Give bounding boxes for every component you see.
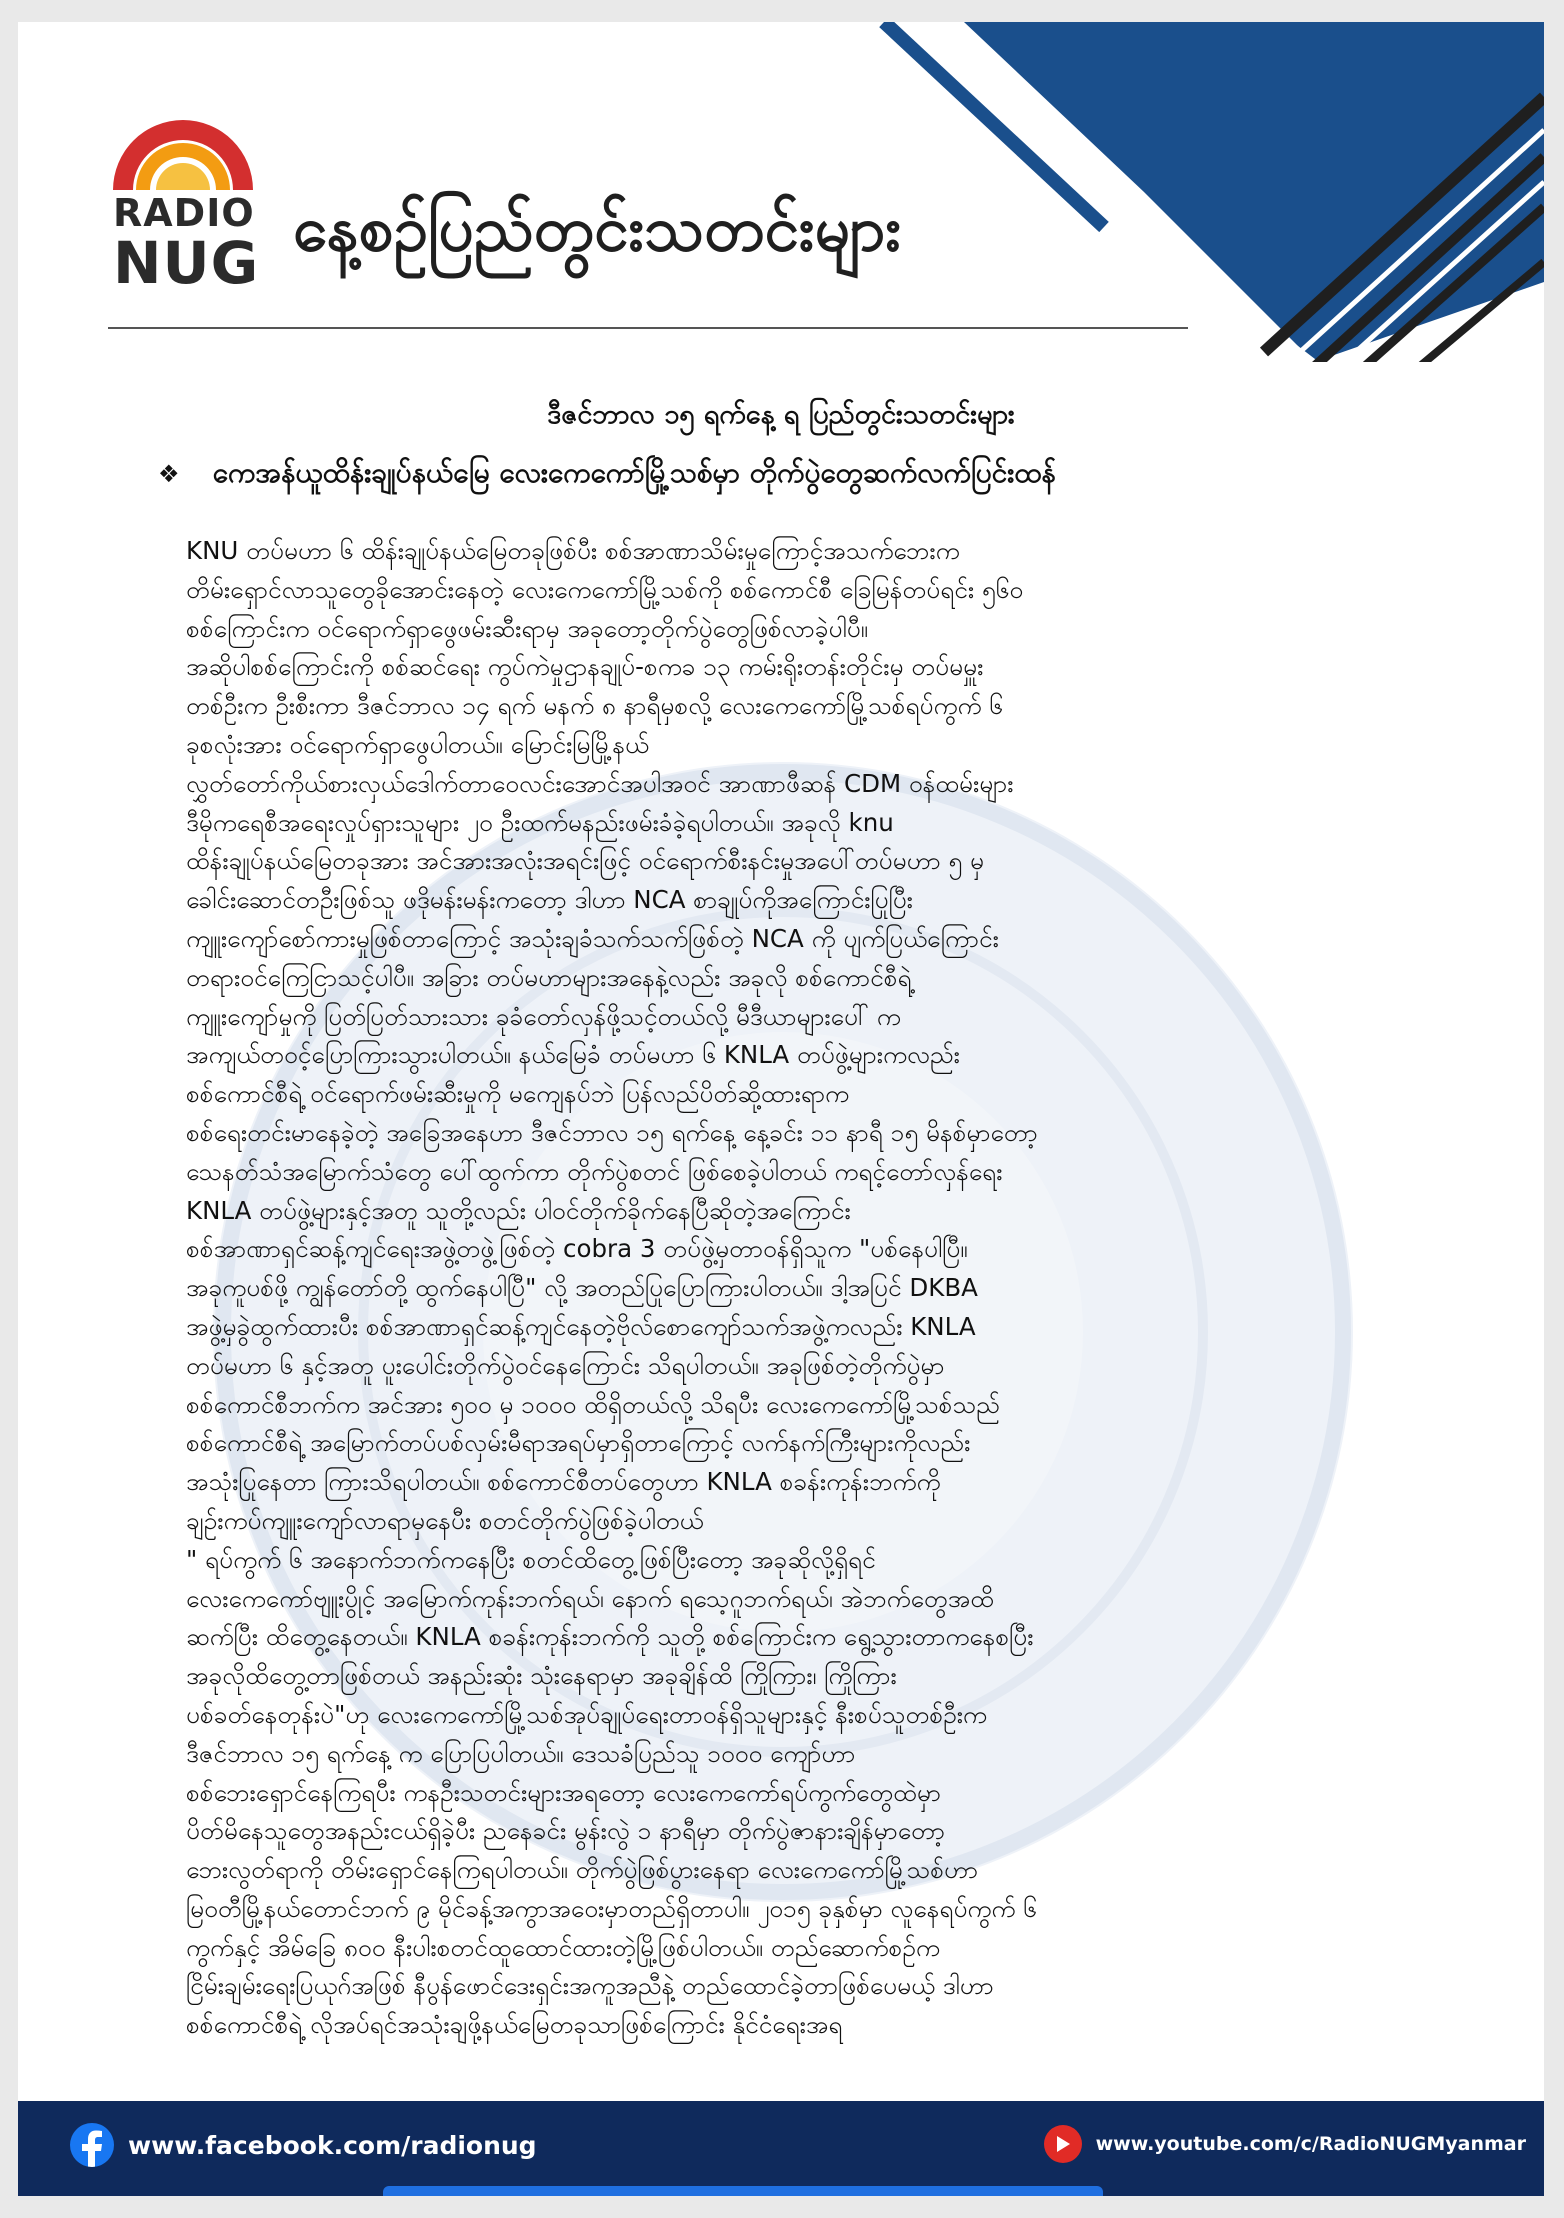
article-line: စစ်ကြောင်းက ဝင်ရောက်ရှာဖွေဖမ်းဆီးရာမှ အခုတော့တိုက်ပွဲတွေဖြစ်လာခဲ့ပါပီ။ [186, 613, 869, 643]
article-line: အကျယ်တဝင့်ပြောကြားသွားပါတယ်။ နယ်မြေခံ တပ်မဟာ ၆ KNLA တပ်ဖွဲ့များကလည်း [186, 1040, 960, 1070]
facebook-link[interactable] [70, 2123, 537, 2167]
article-line: သေနတ်သံအမြောက်သံတွေ ပေါ်ထွက်ကာ တိုက်ပွဲစတင် ဖြစ်စေခဲ့ပါတယ် ကရင့်တော်လှန်ရေး [186, 1156, 1003, 1186]
article-line: အခုကူပစ်ဖို့ ကျွန်တော်တို့ ထွက်နေပါပြီ" လို့ အတည်ပြုပြောကြားပါတယ်။ ဒါ့အပြင် DKBA [186, 1273, 978, 1303]
article-line: KNLA တပ်ဖွဲ့များနှင့်အတူ သူတို့လည်း ပါဝင်တိုက်ခိုက်နေပြီဆိုတဲ့အကြောင်း [186, 1195, 851, 1225]
youtube-play-icon [1044, 2125, 1082, 2163]
article-line: လေးကေကော်ဗျူးပွိုင့် အမြောက်ကုန်းဘက်ရယ်၊ နောက် ရသေ့ဂူဘက်ရယ်၊ အဲဘက်တွေအထိ [186, 1583, 994, 1613]
article-line: တစ်ဦးက ဦးစီးကာ ဒီဇင်ဘာလ ၁၄ ရက် မနက် ၈ နာရီမှစလို့ လေးကေကော်မြို့သစ်ရပ်ကွက် ၆ [186, 691, 1004, 721]
footer-bar [18, 2101, 1544, 2196]
footer-accent-bar [383, 2186, 1103, 2196]
article-body [186, 532, 1371, 2045]
article-line: စစ်ကောင်စီဘက်က အင်အား ၅၀၀ မှ ၁၀၀၀ ထိရှိတယ်လို့ သိရပီး လေးကေကော်မြို့သစ်သည် [186, 1389, 1000, 1419]
article-line: KNU တပ်မဟာ ၆ ထိန်းချုပ်နယ်မြေတခုဖြစ်ပီး စစ်အာဏာသိမ်းမှုကြောင့်အသက်ဘေးက [186, 536, 960, 565]
news-headline [158, 454, 1458, 496]
article-line: စစ်ကောင်စီရဲ့ လိုအပ်ရင်အသုံးချဖို့နယ်မြေတခုသာဖြစ်ကြောင်း နိုင်ငံရေးအရ [186, 2010, 843, 2040]
article-line: အခုလိုထိတွေ့တာဖြစ်တယ် အနည်းဆုံး သုံးနေရာမှာ အခုချိန်ထိ ကြိုကြား၊ ကြိုကြား [186, 1661, 897, 1691]
facebook-url[interactable]: www.facebook.com/radionug [128, 2130, 537, 2160]
article-line: ပစ်ခတ်နေတုန်းပဲ"ဟု လေးကေကော်မြို့သစ်အုပ်ချုပ်ရေးတာဝန်ရှိသူများနှင့် နီးစပ်သူတစ်ဦးက [186, 1699, 987, 1729]
article-line: ဆက်ပြီး ထိတွေ့နေတယ်။ KNLA စခန်းကုန်းဘက်ကို သူတို့ စစ်ကြောင်းက ရွေ့သွားတာကနေစပြီး [186, 1622, 1034, 1652]
header-divider [108, 327, 1188, 329]
logo-radio-text: RADIO [113, 191, 255, 235]
article-line: " ရပ်ကွက် ၆ အနောက်ဘက်ကနေပြီး စတင်ထိတွေ့ဖြစ်ပြီးတော့ အခုဆိုလို့ရှိရင် [186, 1544, 876, 1574]
article-line: စစ်ကောင်စီရဲ့ အမြောက်တပ်ပစ်လှမ်းမီရာအရပ်မှာရှိတာကြောင့် လက်နက်ကြီးများကိုလည်း [186, 1428, 971, 1458]
article-line: ကျူးကျော်စော်ကားမှုဖြစ်တာကြောင့် အသုံးချခံသက်သက်ဖြစ်တဲ့ NCA ကို ပျက်ပြယ်ကြောင်း [186, 923, 999, 953]
article-line: ပိတ်မိနေသူတွေအနည်းငယ်ရှိခဲ့ပီး ညနေခင်း မွန်းလွဲ ၁ နာရီမှာ တိုက်ပွဲဇာနားချိန်မှာတော့ [186, 1816, 945, 1846]
youtube-url[interactable]: www.youtube.com/c/RadioNUGMyanmar [1095, 2133, 1526, 2155]
document-title: ဒီဇင်ဘာလ ၁၅ ရက်နေ့ ရ ပြည်တွင်းသတင်းများ [547, 399, 1015, 430]
article-line: စစ်ကောင်စီရဲ့ ဝင်ရောက်ဖမ်းဆီးမှုကို မကျေနပ်ဘဲ ပြန်လည်ပိတ်ဆို့ထားရာက [186, 1079, 849, 1109]
article-line: ချဉ်းကပ်ကျူးကျော်လာရာမှနေပီး စတင်တိုက်ပွဲဖြစ်ခဲ့ပါတယ် [186, 1505, 704, 1535]
article-line: ဘေးလွတ်ရာကို တိမ်းရှောင်နေကြရပါတယ်။ တိုက်ပွဲဖြစ်ပွားနေရာ လေးကေကော်မြို့သစ်ဟာ [186, 1855, 979, 1885]
article-line: အသုံးပြုနေတာ ကြားသိရပါတယ်။ စစ်ကောင်စီတပ်တွေဟာ KNLA စခန်းကုန်းဘက်ကို [186, 1467, 941, 1497]
article-line: စစ်ဘေးရှောင်နေကြရပီး ကနဦးသတင်းများအရတော့ လေးကေကော်ရပ်ကွက်တွေထဲမှာ [186, 1777, 941, 1807]
article-line: စစ်ရေးတင်းမာနေခဲ့တဲ့ အခြေအနေဟာ ဒီဇင်ဘာလ ၁၅ ရက်နေ့ နေ့ခင်း ၁၁ နာရီ ၁၅ မိနစ်မှာတော့ [186, 1117, 1038, 1147]
article-line: တပ်မဟာ ၆ နှင့်အတူ ပူးပေါင်းတိုက်ပွဲဝင်နေကြောင်း သိရပါတယ်။ အခုဖြစ်တဲ့တိုက်ပွဲမှာ [186, 1350, 945, 1380]
diamond-bullet-icon: ❖ [158, 460, 180, 488]
article-line: ဒီဇင်ဘာလ ၁၅ ရက်နေ့ က ပြောပြပါတယ်။ ဒေသခံပြည်သူ ၁၀၀၀ ကျော်ဟာ [186, 1738, 856, 1768]
article-line: လွှတ်တော်ကိုယ်စားလှယ်ဒေါက်တာဝေလင်းအောင်အပါအဝင် အာဏာဖီဆန် CDM ဝန်ထမ်းများ [186, 768, 1014, 798]
article-line: ငြိမ်းချမ်းရေးပြယုဂ်အဖြစ် နီပွန်ဖောင်ဒေးရှင်းအကူအညီနဲ့ တည်ထောင်ခဲ့တာဖြစ်ပေမယ့် ဒါဟာ [186, 1971, 994, 2001]
logo-nug-text: NUG [113, 229, 260, 297]
news-page [18, 22, 1544, 2196]
article-line: ဒီမိုကရေစီအရေးလှုပ်ရှားသူများ ၂၀ ဦးထက်မနည်းဖမ်းခံခဲ့ရပါတယ်။ အခုလို knu [186, 807, 894, 837]
article-line: ကျူးကျော်မှုကို ပြတ်ပြတ်သားသား ခုခံတော်လှန်ဖို့သင့်တယ်လို့ မီဒီယာများပေါ် က [186, 1001, 901, 1031]
brand-title: နေ့စဉ်ပြည်တွင်းသတင်းများ [293, 192, 902, 265]
logo-wordmark [113, 191, 263, 297]
youtube-link[interactable] [1044, 2125, 1526, 2163]
article-line: တရားဝင်ကြေငြာသင့်ပါပီ။ အခြား တပ်မဟာများအနေနဲ့လည်း အခုလို စစ်ကောင်စီရဲ့ [186, 962, 912, 992]
article-line: အဖွဲ့မှခွဲထွက်ထားပီး စစ်အာဏာရှင်ဆန့်ကျင်နေတဲ့ဗိုလ်စောကျော်သက်အဖွဲ့ကလည်း KNLA [186, 1311, 976, 1341]
facebook-icon [70, 2123, 114, 2167]
article-line: စစ်အာဏာရှင်ဆန့်ကျင်ရေးအဖွဲ့တဖွဲ့ဖြစ်တဲ့ cobra 3 တပ်ဖွဲ့မှတာဝန်ရှိသူက "ပစ်နေပါပြီ။ [186, 1234, 968, 1264]
corner-decoration [844, 22, 1544, 362]
article-line: ခုစလုံးအား ဝင်ရောက်ရှာဖွေပါတယ်။ မြောင်းမြမြို့နယ် [186, 729, 649, 759]
article-line: ထိန်းချုပ်နယ်မြေတခုအား အင်အားအလုံးအရင်းဖြင့် ဝင်ရောက်စီးနင်းမှုအပေါ်တပ်မဟာ ၅ မှ [186, 846, 984, 876]
article-line: ခေါင်းဆောင်တဦးဖြစ်သူ ဖဒိုမန်းမန်းကတော့ ဒါဟာ NCA စာချုပ်ကိုအကြောင်းပြုပြီး [186, 885, 913, 915]
article-line: ကွက်နှင့် အိမ်ခြေ ၈၀၀ နီးပါးစတင်ထူထောင်ထားတဲ့မြို့ဖြစ်ပါတယ်။ တည်ဆောက်စဉ်က [186, 1932, 940, 1962]
article-line: မြဝတီမြို့နယ်တောင်ဘက် ၉ မိုင်ခန့်အကွာအဝေးမှာတည်ရှိတာပါ။ ၂၀၁၅ ခုနှစ်မှာ လူနေရပ်ကွက် ၆ [186, 1893, 1037, 1923]
article-line: တိမ်းရှောင်လာသူတွေခိုအောင်းနေတဲ့ လေးကေကော်မြို့သစ်ကို စစ်ကောင်စီ ခြေမြန်တပ်ရင်း ၅၆၀ [186, 574, 1024, 604]
article-line: အဆိုပါစစ်ကြောင်းကို စစ်ဆင်ရေး ကွပ်ကဲမှုဌာနချုပ်-စကခ ၁၃ ကမ်းရိုးတန်းတိုင်းမှ တပ်မမှူး [186, 652, 984, 682]
headline-text: ကေအန်ယူထိန်းချုပ်နယ်မြေ လေးကေကော်မြို့သစ်မှာ တိုက်ပွဲတွေဆက်လက်ပြင်းထန် [212, 456, 1056, 489]
